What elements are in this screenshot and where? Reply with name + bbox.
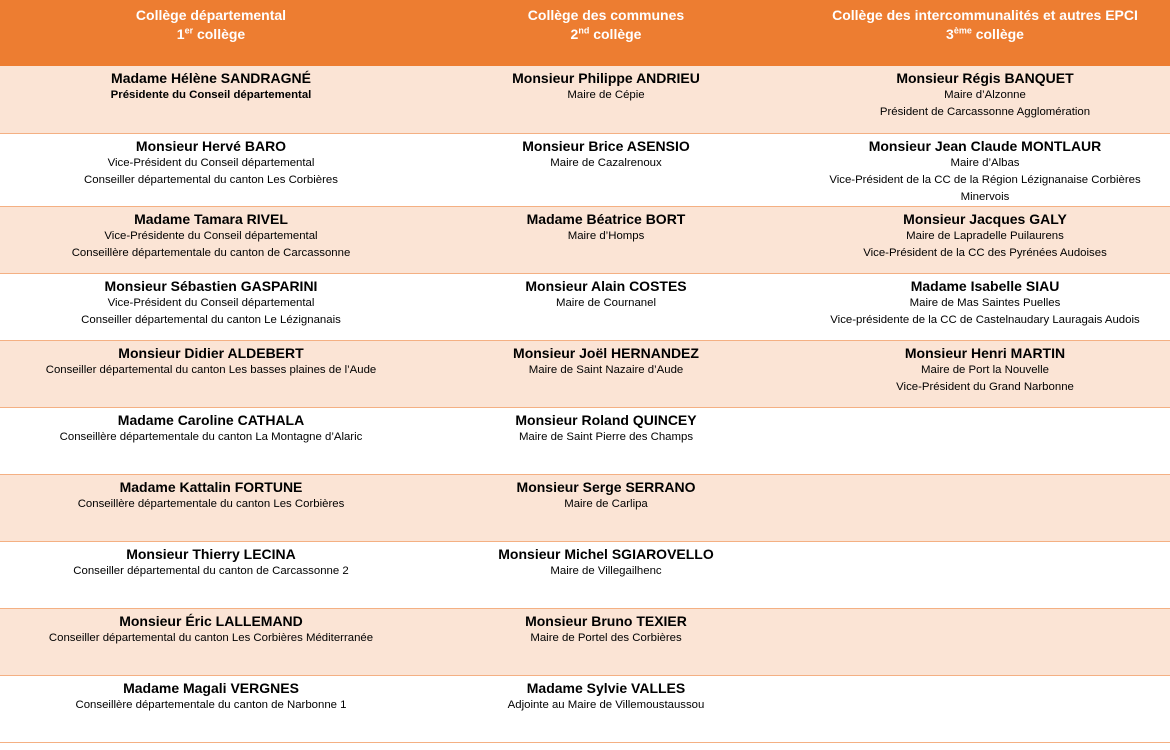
member-name: Monsieur Henri MARTIN (904, 344, 1066, 361)
member-cell-c3 (785, 340, 1170, 407)
member-role: Maire de Port la Nouvelle (921, 363, 1049, 376)
member-cell-c2 (427, 206, 785, 273)
header-superscript: ème (953, 25, 972, 36)
member-cell-c3 (785, 66, 1170, 133)
header-suffix: collège (589, 26, 642, 42)
member-cell-c1 (0, 133, 427, 206)
member-name: Monsieur Alain COSTES (525, 277, 687, 294)
member-role: Adjointe au Maire de Villemoustaussou (507, 698, 705, 711)
member-cell-c2 (427, 66, 785, 133)
header-number: 3 (946, 26, 954, 42)
member-cell-c2 (427, 340, 785, 407)
member-name: Monsieur Bruno TEXIER (525, 612, 687, 629)
member-role: Maire de Villegailhenc (550, 564, 662, 577)
member-cell-c3 (785, 273, 1170, 340)
member-cell-c2 (427, 474, 785, 541)
member-role: Conseillère départementale du canton La Montagne d’Alaric (59, 430, 363, 443)
member-name: Monsieur Jacques GALY (903, 210, 1067, 227)
member-role: Conseiller départemental du canton de Carcassonne 2 (73, 564, 349, 577)
member-role: Maire d’Homps (567, 229, 645, 242)
member-role: Conseillère départementale du canton Les Corbières (77, 497, 345, 510)
member-role: Maire de Cazalrenoux (550, 156, 662, 169)
member-cell-c3 (785, 206, 1170, 273)
table-row (0, 66, 1170, 133)
table-row (0, 273, 1170, 340)
member-role: Maire de Portel des Corbières (530, 631, 682, 644)
table-row (0, 608, 1170, 675)
member-name: Monsieur Didier ALDEBERT (118, 344, 304, 361)
member-role: Conseiller départemental du canton Les Corbières (84, 173, 338, 186)
table-row (0, 206, 1170, 273)
member-role: Maire de Mas Saintes Puelles (909, 296, 1061, 309)
member-cell-c2 (427, 273, 785, 340)
member-cell-c1 (0, 675, 427, 742)
member-name: Madame Tamara RIVEL (134, 210, 288, 227)
header-number: 2 (570, 26, 579, 42)
member-role: Vice-Président du Grand Narbonne (896, 380, 1074, 393)
member-cell-c1 (0, 608, 427, 675)
member-name: Madame Sylvie VALLES (526, 679, 686, 696)
member-name: Monsieur Joël HERNANDEZ (513, 344, 699, 361)
table-header-row (0, 0, 1170, 66)
member-role: Président de Carcassonne Agglomération (879, 106, 1091, 118)
member-name: Monsieur Michel SGIAROVELLO (498, 545, 714, 562)
table-row (0, 407, 1170, 474)
table-row (0, 675, 1170, 742)
member-cell-c2 (427, 407, 785, 474)
header-college-intercommunalites (785, 0, 1170, 66)
member-role: Maire d’Alzonne (944, 89, 1026, 101)
member-role: Minervois (960, 190, 1010, 203)
member-name: Madame Hélène SANDRAGNÉ (111, 70, 311, 86)
header-number: 1 (176, 26, 185, 42)
member-cell-c1 (0, 206, 427, 273)
table-row (0, 541, 1170, 608)
member-cell-c1 (0, 66, 427, 133)
header-title: Collège des communes (527, 7, 685, 23)
member-name: Monsieur Roland QUINCEY (515, 411, 697, 428)
member-role: Conseillère départementale du canton de Narbonne 1 (75, 698, 347, 711)
member-role: Maire de Saint Pierre des Champs (518, 430, 694, 443)
header-suffix: collège (971, 26, 1024, 42)
member-cell-c3 (785, 541, 1170, 608)
member-role: Conseiller départemental du canton Les basses plaines de l’Aude (45, 363, 377, 376)
member-cell-c3 (785, 608, 1170, 675)
member-cell-c3 (785, 675, 1170, 742)
member-role: Vice-Président du Conseil départemental (107, 156, 315, 169)
member-role: Maire de Cournanel (555, 296, 657, 309)
table-body (0, 66, 1170, 742)
header-college-departemental (0, 0, 427, 66)
member-cell-c2 (427, 133, 785, 206)
member-role: Vice-Président du Conseil départemental (107, 296, 315, 309)
header-suffix: collège (193, 26, 246, 42)
member-role: Maire de Saint Nazaire d’Aude (528, 363, 684, 376)
member-name: Monsieur Serge SERRANO (516, 478, 696, 495)
table-row (0, 340, 1170, 407)
member-role: Vice-présidente de la CC de Castelnaudary Lauragais Audois (830, 313, 1140, 326)
member-cell-c1 (0, 407, 427, 474)
member-cell-c3 (785, 407, 1170, 474)
member-cell-c3 (785, 474, 1170, 541)
member-name: Monsieur Hervé BARO (135, 137, 287, 154)
member-cell-c1 (0, 273, 427, 340)
member-role: Maire de Cépie (567, 89, 645, 101)
member-name: Monsieur Régis BANQUET (896, 70, 1074, 86)
member-name: Monsieur Brice ASENSIO (522, 137, 690, 154)
member-name: Monsieur Sébastien GASPARINI (104, 277, 318, 294)
header-superscript: nd (578, 25, 590, 36)
member-cell-c3 (785, 133, 1170, 206)
header-college-communes (427, 0, 785, 66)
member-role: Présidente du Conseil départemental (110, 89, 312, 101)
table-row (0, 474, 1170, 541)
member-name: Madame Magali VERGNES (123, 679, 299, 696)
member-name: Madame Béatrice BORT (526, 210, 686, 227)
member-name: Madame Isabelle SIAU (910, 277, 1060, 294)
header-superscript: er (184, 25, 194, 36)
member-role: Maire de Carlipa (564, 497, 648, 510)
member-role: Maire de Lapradelle Puilaurens (906, 229, 1064, 242)
member-role: Conseiller départemental du canton Les Corbières Méditerranée (48, 631, 374, 644)
member-name: Monsieur Philippe ANDRIEU (512, 70, 700, 86)
member-name: Madame Caroline CATHALA (117, 411, 305, 428)
member-cell-c1 (0, 474, 427, 541)
table-row (0, 133, 1170, 206)
member-role: Maire d’Albas (950, 156, 1020, 169)
member-role: Vice-Président de la CC des Pyrénées Audoises (863, 246, 1107, 259)
member-name: Monsieur Jean Claude MONTLAUR (868, 137, 1102, 154)
member-cell-c2 (427, 675, 785, 742)
member-role: Vice-Présidente du Conseil départemental (104, 229, 318, 242)
member-role: Vice-Président de la CC de la Région Lézignanaise Corbières (829, 173, 1141, 186)
member-role: Conseiller départemental du canton Le Lézignanais (81, 313, 341, 326)
header-title: Collège départemental (135, 7, 287, 23)
member-cell-c2 (427, 541, 785, 608)
member-cell-c2 (427, 608, 785, 675)
member-cell-c1 (0, 541, 427, 608)
member-role: Conseillère départementale du canton de Carcassonne (71, 246, 351, 259)
member-cell-c1 (0, 340, 427, 407)
member-name: Madame Kattalin FORTUNE (119, 478, 303, 495)
member-name: Monsieur Thierry LECINA (126, 545, 296, 562)
member-name: Monsieur Éric LALLEMAND (119, 612, 303, 629)
header-title: Collège des intercommunalités et autres EPCI (832, 7, 1138, 23)
